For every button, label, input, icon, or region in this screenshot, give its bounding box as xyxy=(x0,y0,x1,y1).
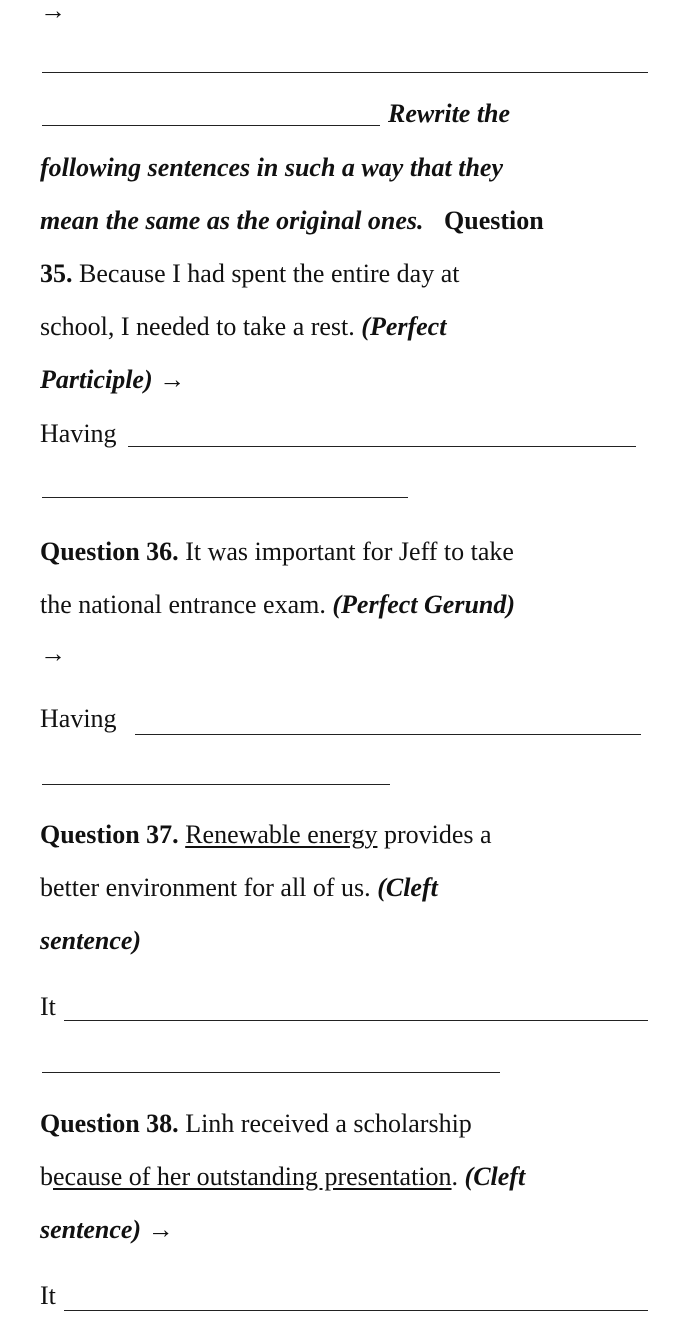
q35-text-2: school, I needed to take a rest. xyxy=(40,312,355,341)
arrow-icon: → xyxy=(40,639,66,668)
instruction-line-3: mean the same as the original ones. xyxy=(40,206,424,235)
q38-answer-line[interactable] xyxy=(64,1310,648,1311)
q35-row-1 xyxy=(40,259,459,289)
q37-row-1 xyxy=(40,820,492,850)
q37-row-2 xyxy=(40,873,438,903)
q38-text-1: Linh received a scholarship xyxy=(185,1109,472,1138)
q36-answer-line[interactable] xyxy=(135,734,641,735)
q35-text-1: Because I had spent the entire day at xyxy=(79,259,460,288)
q38-label: Question 38. xyxy=(40,1109,179,1138)
q35-label-part2: 35. xyxy=(40,259,73,288)
q38-hint-2: sentence) xyxy=(40,1215,142,1244)
q35-answer-line-2[interactable] xyxy=(42,497,408,498)
answer-line[interactable] xyxy=(42,125,380,126)
q37-starter: It xyxy=(40,992,56,1021)
q37-hint-1: (Cleft xyxy=(377,873,438,902)
q38-text-2a: b xyxy=(40,1162,53,1191)
q36-text-2: the national entrance exam. xyxy=(40,590,326,619)
instruction-line-2: following sentences in such a way that they xyxy=(40,153,503,182)
answer-line[interactable] xyxy=(42,72,648,73)
q38-row-3 xyxy=(40,1215,174,1245)
instruction-line-1: Rewrite the xyxy=(388,99,511,128)
q36-row-1 xyxy=(40,537,514,567)
q36-text-1: It was important for Jeff to take xyxy=(185,537,514,566)
q37-hint-2: sentence) xyxy=(40,926,142,955)
q35-row-2 xyxy=(40,312,446,342)
q38-text-2b: . xyxy=(451,1162,459,1191)
instruction-row-3 xyxy=(40,206,544,236)
q38-hint-1: (Cleft xyxy=(464,1162,526,1191)
q37-answer-line[interactable] xyxy=(64,1020,648,1021)
q37-answer-line-2[interactable] xyxy=(42,1072,500,1073)
q35-hint-1: (Perfect xyxy=(361,312,447,341)
q36-label: Question 36. xyxy=(40,537,179,566)
arrow-icon: → xyxy=(159,365,186,394)
q38-row-2 xyxy=(40,1162,525,1192)
q38-starter: It xyxy=(40,1281,56,1310)
q35-answer-line[interactable] xyxy=(128,446,636,447)
q37-text-2: better environment for all of us. xyxy=(40,873,371,902)
q35-starter: Having xyxy=(40,419,117,448)
q35-row-3 xyxy=(40,365,185,395)
q37-text-1: provides a xyxy=(383,820,492,849)
q36-starter: Having xyxy=(40,704,117,733)
q36-row-2 xyxy=(40,590,515,620)
arrow-icon: → xyxy=(147,1215,174,1244)
q38-underlined: ecause of her outstanding presentation xyxy=(53,1162,452,1191)
q37-label: Question 37. xyxy=(40,820,179,849)
q35-label-part1: Question xyxy=(444,206,544,235)
q36-hint: (Perfect Gerund) xyxy=(332,590,516,619)
q38-row-1 xyxy=(40,1109,472,1139)
q35-hint-2: Participle) xyxy=(40,365,153,394)
q36-answer-line-2[interactable] xyxy=(42,784,390,785)
arrow-icon: → xyxy=(40,0,66,25)
q37-underlined: Renewable energy xyxy=(185,820,378,849)
